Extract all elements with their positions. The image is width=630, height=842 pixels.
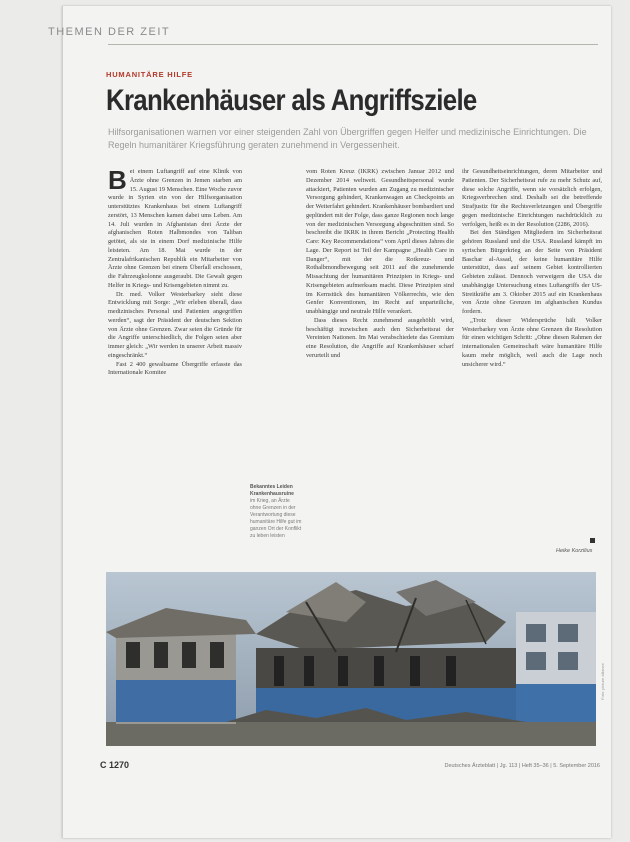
article-kicker: HUMANITÄRE HILFE xyxy=(106,70,193,79)
article-author: Heike Korzilius xyxy=(556,548,593,554)
caption-title: Bekanntes Leiden xyxy=(250,484,293,490)
article-column-3 xyxy=(462,168,602,572)
paragraph: Bei den Ständigen Mitgliedern im Sicherheitsrat gehören Russland und die USA. Russland kämpft im syrischen Bürgerkrieg an der Seite von Präsident Baschar al-Assad, der keine humanitäre Hilfe unterstützt, dass auf seinem Gebiet kontrollierten Gebieten zulässt. Dennoch verweigern die USA die unabhängige Untersuchung eines Luftangriffs der US-Streitkräfte am 3. Oktober 2015 auf ein Krankenhaus von Ärzte ohne Grenzen im afghanischen Kundus fordern. xyxy=(462,229,602,315)
journal-citation: Deutsches Ärzteblatt | Jg. 113 | Heft 35–36 | 5. September 2016 xyxy=(444,763,600,769)
drop-cap: B xyxy=(108,168,127,195)
page-number: C 1270 xyxy=(100,760,130,770)
paragraph: Fast 2 400 gewaltsame Übergriffe erfasste das Internationale Komitee xyxy=(108,360,242,377)
article-headline: Krankenhäuser als Angriffsziele xyxy=(106,84,477,117)
photo-caption xyxy=(250,484,302,540)
caption-text: im Krieg, an Ärzte ohne Grenzen in der Verantwortung diese humanitäre Hilfe gut im ganzen Ort der Konflikt zu leben leisten xyxy=(250,498,302,539)
paragraph: ihr Gesundheitseinrichtungen, deren Mitarbeiter und Patienten. Der Sicherheitsrat rufe zu mehr Schutz auf, diese solche Angriffe, wenn sie vorsätzlich erfolgen, Kriegsverbrechen sind. Deshalb sei die betreffende Strafjustiz für die Rechtsverletzungen und Übergriffe gegen medizinische Einrichtungen nachdrücklich zu verfolgen, heißt es in der Resolution (2286, 2016). xyxy=(462,168,602,228)
article-subline: Hilfsorganisationen warnen vor einer steigenden Zahl von Übergriffen gegen Helfer und medizinische Einrichtungen. Die Regeln humanitärer Kriegsführung geraten zunehmend in Vergessenheit. xyxy=(108,127,587,150)
paragraph: Dr. med. Volker Westerbarkey sieht diese Entwicklung mit Sorge: „Wir erleben überall, dass medizinisches Personal und Patienten angegriffen werden“, sagt der Präsident der deutschen Sektion von Ärzte ohne Grenzen. Zwar seien die Gründe für die Angriffe unterschiedlich, die Folgen seien aber immer gleich: „Wir werden in unserer Arbeit massiv eingeschränkt.“ xyxy=(108,290,242,359)
paragraph: Bei einem Luftangriff auf eine Klinik von Ärzte ohne Grenzen in Jemen starben am 15. August 19 Menschen. Eine Woche zuvor wurde in Syrien ein von der Hilfsorganisation unterstütztes Krankenhaus bei einem Luftangriff zerstört, 13 Menschen kamen dabei ums Leben. Am 14. Juli wurden in Afghanistan drei Ärzte der afghanischen Roten Halbmondes von Taliban getötet, als sie in einem Dorf medizinische Hilfe leisteten. Am 18. Mai wurde in der Zentralafrikanischen Republik ein Mitarbeiter von Ärzte ohne Grenzen bei einem Überfall erschossen, die Fahrzeugkolonne ausgeraubt. Die Gewalt gegen Helfer in Kriegs- und Krisengebieten nimmt zu. xyxy=(108,168,242,289)
section-label: THEMEN DER ZEIT xyxy=(48,26,171,38)
photo-credit: Foto: picture alliance xyxy=(600,663,605,700)
article-column-1 xyxy=(108,168,242,572)
article-column-2 xyxy=(306,168,454,572)
end-mark-icon xyxy=(590,538,595,543)
paragraph: Dass dieses Recht zunehmend ausgehöhlt wird, beschäftigt inzwischen auch den Sicherheitsrat der Vereinten Nationen. Im Mai verabschiedete das Gremium eine Resolution, die Angriffe auf Krankenhäuser scharf verurteilt und xyxy=(306,316,454,359)
article-photo xyxy=(106,572,596,746)
caption-subtitle: Krankenhausruine xyxy=(250,491,294,497)
paragraph: vom Roten Kreuz (IKRK) zwischen Januar 2012 und Dezember 2014 weltweit. Gesundheitspersonal wurde attackiert, Patienten wurden am Zugang zu medizinischer Versorgung gehindert, Krankenwagen an Checkpoints an der Weiterfahrt gehindert. Krankenhäuser bombardiert und geplündert mit der Folge, dass ganze Regionen noch lange von der medizinischen Versorgung abgeschnitten sind. So beschreibt die IKRK in ihrem Bericht „Protecting Health Care: Key Recommendations“ vom April dieses Jahres die Lage. Der Report ist Teil der Kampagne „Health Care in Danger“, mit der die Rotkreuz- und Rothalbmondbewegung seit 2011 auf die zunehmende Missachtung der humanitären Prinzipien in Kriegs- und Krisengebieten aufmerksam macht. Diese Prinzipien sind im Kernstück des humanitären Völkerrechts, wie den Genfer Konventionen, im Recht auf unparteiliche, unabhängige und neutrale Hilfe verankert. xyxy=(306,168,454,315)
destroyed-hospital-photo xyxy=(106,572,596,746)
section-divider xyxy=(108,44,598,45)
paragraph: „Trotz dieser Widersprüche hält Volker Westerbarkey von Ärzte ohne Grenzen die Resolution für einen wichtigen Schritt: „Ohne diesen Rahmen der internationalen Gemeinschaft wäre humanitäre Hilfe kaum mehr möglich, weil auch die Lage noch unsicherer wird.“ xyxy=(462,316,602,368)
